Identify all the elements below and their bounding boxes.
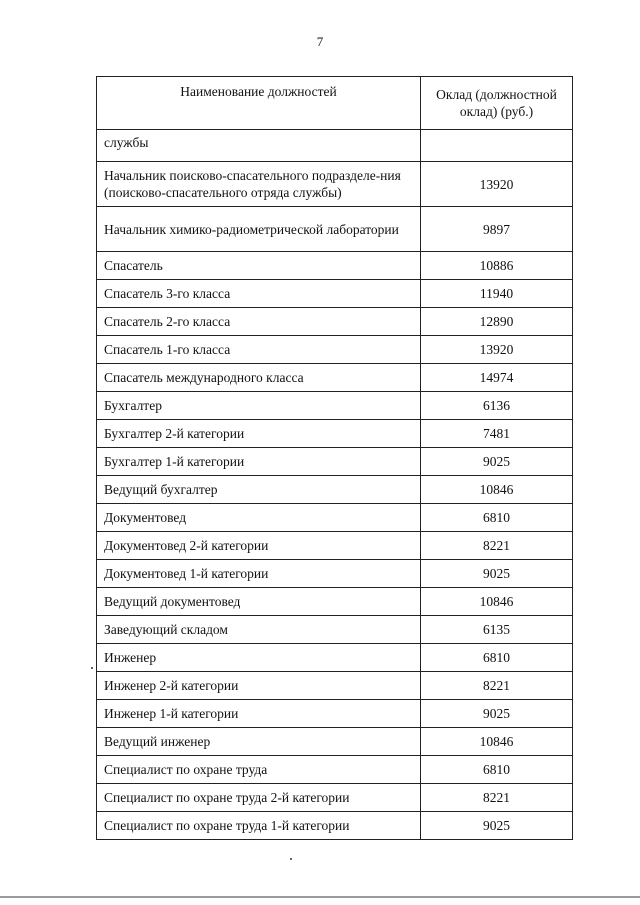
table-row <box>97 560 573 588</box>
scan-speck <box>290 858 292 860</box>
table-row <box>97 392 573 420</box>
salary-value: 10846 <box>421 728 573 756</box>
salary-value: 6135 <box>421 616 573 644</box>
scan-speck <box>91 667 93 669</box>
position-name: Ведущий бухгалтер <box>97 476 421 504</box>
table-row <box>97 130 573 162</box>
position-name: Инженер 1-й категории <box>97 700 421 728</box>
position-name: Начальник химико-радиометрической лаборатории <box>97 207 421 252</box>
table-row <box>97 700 573 728</box>
table-row <box>97 207 573 252</box>
table-row <box>97 588 573 616</box>
position-name: Документовед 2-й категории <box>97 532 421 560</box>
position-name: Специалист по охране труда <box>97 756 421 784</box>
table-row <box>97 532 573 560</box>
table-row <box>97 162 573 207</box>
position-name: Спасатель <box>97 252 421 280</box>
position-name: Инженер 2-й категории <box>97 672 421 700</box>
salary-value: 12890 <box>421 308 573 336</box>
position-name: Документовед 1-й категории <box>97 560 421 588</box>
position-name: службы <box>97 130 421 162</box>
salary-value: 13920 <box>421 336 573 364</box>
table-row <box>97 420 573 448</box>
table-row <box>97 504 573 532</box>
salary-value: 9025 <box>421 812 573 840</box>
position-name: Начальник поисково-спасательного подразделе-ния (поисково-спасательного отряда службы) <box>97 162 421 207</box>
table-row <box>97 252 573 280</box>
table-row <box>97 672 573 700</box>
salary-value: 10886 <box>421 252 573 280</box>
table-row <box>97 812 573 840</box>
salary-value: 8221 <box>421 672 573 700</box>
table-row <box>97 476 573 504</box>
position-name: Ведущий документовед <box>97 588 421 616</box>
position-name: Специалист по охране труда 1-й категории <box>97 812 421 840</box>
position-name: Инженер <box>97 644 421 672</box>
salary-value: 7481 <box>421 420 573 448</box>
salary-value: 10846 <box>421 476 573 504</box>
position-name: Спасатель 2-го класса <box>97 308 421 336</box>
salary-value: 14974 <box>421 364 573 392</box>
table-row <box>97 308 573 336</box>
table-row <box>97 280 573 308</box>
position-name: Документовед <box>97 504 421 532</box>
table-row <box>97 616 573 644</box>
salary-value: 6136 <box>421 392 573 420</box>
salary-value: 11940 <box>421 280 573 308</box>
position-name: Ведущий инженер <box>97 728 421 756</box>
table-row <box>97 756 573 784</box>
header-salary: Оклад (должностной оклад) (руб.) <box>421 77 573 130</box>
position-name: Спасатель международного класса <box>97 364 421 392</box>
salary-value: 8221 <box>421 532 573 560</box>
table-row <box>97 784 573 812</box>
salary-value: 6810 <box>421 756 573 784</box>
salary-value: 9025 <box>421 700 573 728</box>
salary-value: 6810 <box>421 644 573 672</box>
table-row <box>97 364 573 392</box>
salary-value: 6810 <box>421 504 573 532</box>
table-row <box>97 644 573 672</box>
table-row <box>97 336 573 364</box>
position-name: Заведующий складом <box>97 616 421 644</box>
salary-value: 9025 <box>421 560 573 588</box>
page-number: 7 <box>316 34 324 49</box>
header-position: Наименование должностей <box>97 77 421 130</box>
salary-value: 8221 <box>421 784 573 812</box>
table-row <box>97 448 573 476</box>
position-name: Спасатель 3-го класса <box>97 280 421 308</box>
salary-value: 10846 <box>421 588 573 616</box>
position-name: Спасатель 1-го класса <box>97 336 421 364</box>
table-header-row <box>97 77 573 130</box>
position-name: Специалист по охране труда 2-й категории <box>97 784 421 812</box>
scan-edge <box>0 896 640 898</box>
salary-table <box>96 76 573 840</box>
salary-value: 9025 <box>421 448 573 476</box>
salary-value: 9897 <box>421 207 573 252</box>
table-row <box>97 728 573 756</box>
position-name: Бухгалтер <box>97 392 421 420</box>
position-name: Бухгалтер 1-й категории <box>97 448 421 476</box>
salary-value: 13920 <box>421 162 573 207</box>
position-name: Бухгалтер 2-й категории <box>97 420 421 448</box>
salary-value <box>421 130 573 162</box>
